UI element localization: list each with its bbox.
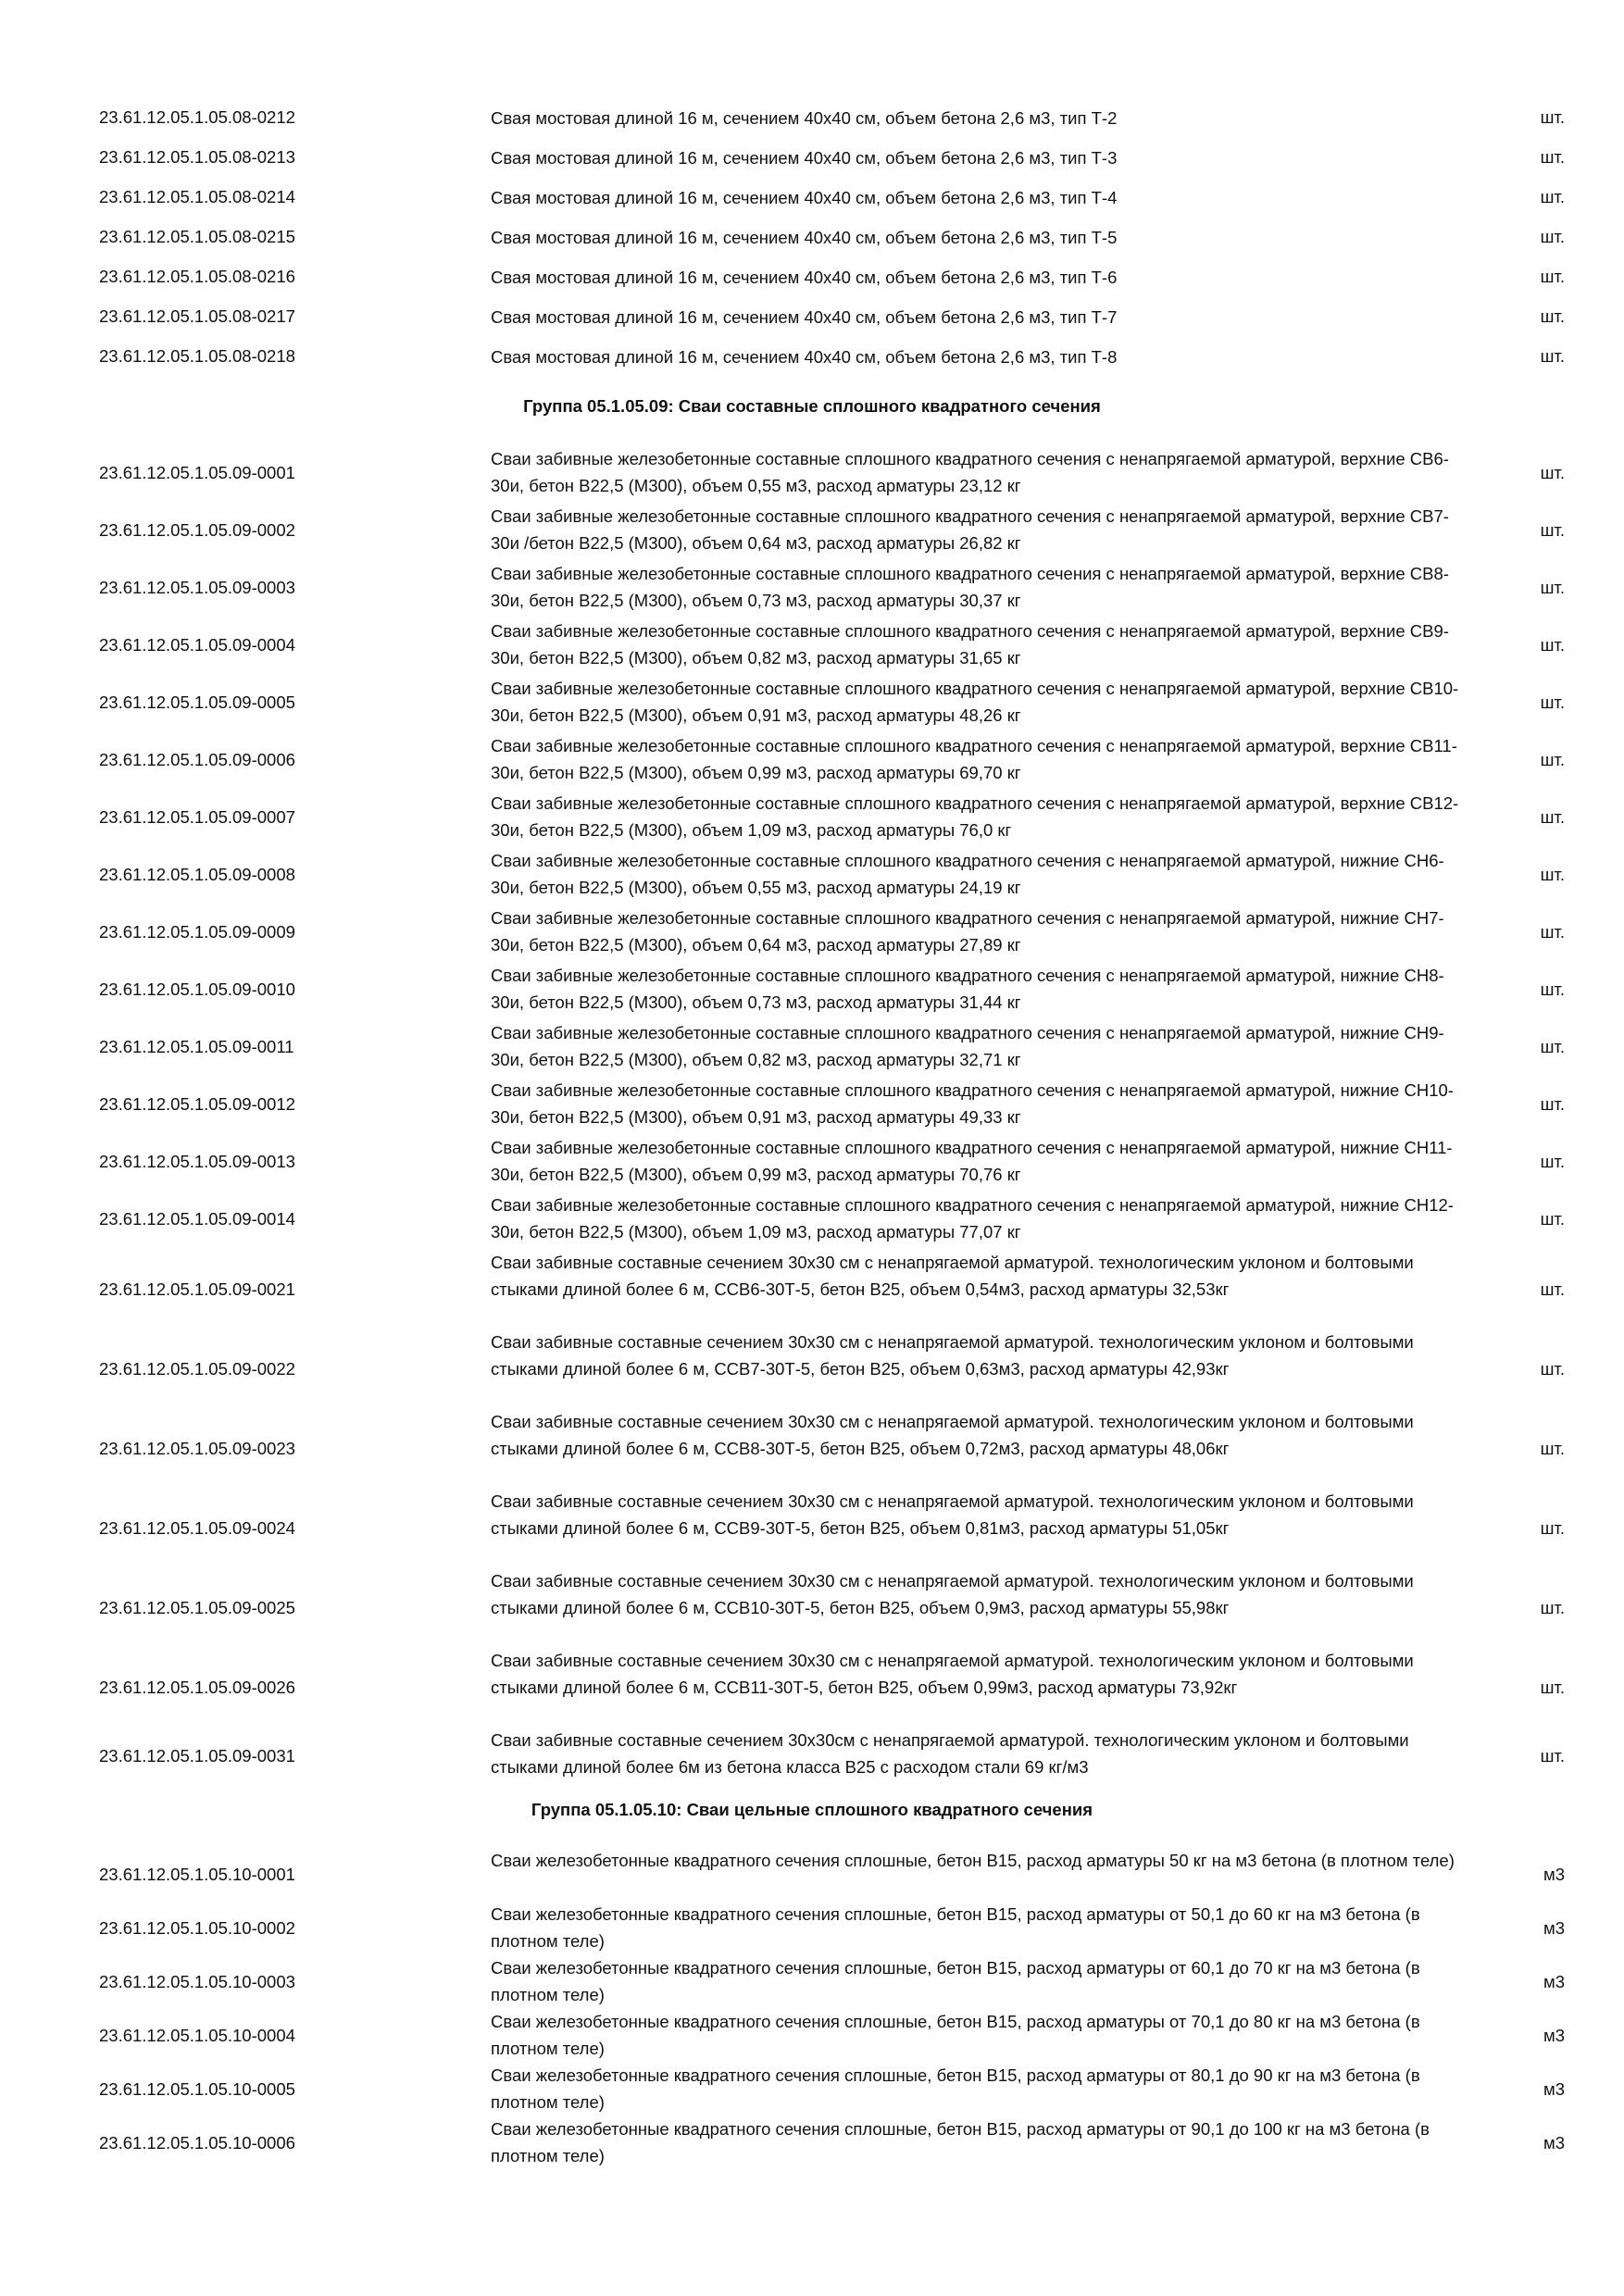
row-description: Сваи забивные железобетонные составные сплошного квадратного сечения с ненапрягаемой арматурой, верхние СВ11-30и, бетон В22,5 (М300), объем 0,99 м3, расход арматуры 69,70 кг	[491, 736, 1457, 782]
table-row	[0, 618, 1624, 672]
row-unit: шт.	[1540, 1746, 1565, 1766]
row-code: 23.61.12.05.1.05.10-0001	[99, 1865, 295, 1884]
row-code: 23.61.12.05.1.05.09-0011	[99, 1037, 294, 1056]
row-unit: шт.	[1540, 865, 1565, 884]
row-unit: шт.	[1540, 107, 1565, 127]
row-description: Сваи забивные железобетонные составные сплошного квадратного сечения с ненапрягаемой арматурой, верхние СВ12-30и, бетон В22,5 (М300), объем 1,09 м3, расход арматуры 76,0 кг	[491, 793, 1459, 840]
row-unit: шт.	[1540, 1598, 1565, 1617]
row-code: 23.61.12.05.1.05.09-0022	[99, 1359, 295, 1379]
row-unit: шт.	[1540, 635, 1565, 655]
table-row	[0, 963, 1624, 1017]
row-description: Сваи забивные железобетонные составные сплошного квадратного сечения с ненапрягаемой арматурой, верхние СВ9-30и, бетон В22,5 (М300), объем 0,82 м3, расход арматуры 31,65 кг	[491, 621, 1449, 668]
row-unit: шт.	[1540, 147, 1565, 167]
row-unit: м3	[1543, 1918, 1565, 1938]
row-description: Сваи забивные составные сечением 30х30 см с ненапрягаемой арматурой. технологическим уклоном и болтовыми стыками длиной более 6 м, ССВ11-30Т-5, бетон В25, объем 0,99м3, расход арматуры 73,92кг	[491, 1651, 1414, 1697]
table-row	[0, 1648, 1624, 1728]
row-description: Свая мостовая длиной 16 м, сечением 40х40 см, объем бетона 2,6 м3, тип Т-4	[491, 188, 1118, 207]
row-code: 23.61.12.05.1.05.09-0026	[99, 1678, 295, 1697]
row-description: Сваи забивные железобетонные составные сплошного квадратного сечения с ненапрягаемой арматурой, нижние СН11-30и, бетон В22,5 (М300), объем 0,99 м3, расход арматуры 70,76 кг	[491, 1138, 1453, 1184]
row-description: Сваи железобетонные квадратного сечения сплошные, бетон В15, расход арматуры от 70,1 до 80 кг на м3 бетона (в плотном теле)	[491, 2012, 1420, 2058]
row-unit: шт.	[1540, 1094, 1565, 1114]
row-code: 23.61.12.05.1.05.09-0005	[99, 693, 295, 712]
row-unit: м3	[1543, 2026, 1565, 2045]
table-row	[0, 1078, 1624, 1131]
row-description: Сваи железобетонные квадратного сечения сплошные, бетон В15, расход арматуры от 90,1 до 100 кг на м3 бетона (в плотном теле)	[491, 2119, 1430, 2165]
row-description: Сваи забивные железобетонные составные сплошного квадратного сечения с ненапрягаемой арматурой, верхние СВ6-30и, бетон В22,5 (М300), объем 0,55 м3, расход арматуры 23,12 кг	[491, 449, 1449, 495]
row-description: Сваи забивные железобетонные составные сплошного квадратного сечения с ненапрягаемой арматурой, верхние СВ10-30и, бетон В22,5 (М300), объем 0,91 м3, расход арматуры 48,26 кг	[491, 679, 1459, 725]
row-description: Сваи забивные железобетонные составные сплошного квадратного сечения с ненапрягаемой арматурой, верхние СВ8-30и, бетон В22,5 (М300), объем 0,73 м3, расход арматуры 30,37 кг	[491, 564, 1449, 610]
row-unit: шт.	[1540, 807, 1565, 827]
row-unit: шт.	[1540, 267, 1565, 286]
row-description: Свая мостовая длиной 16 м, сечением 40х40 см, объем бетона 2,6 м3, тип Т-3	[491, 148, 1118, 168]
table-row	[0, 144, 1624, 173]
row-unit: м3	[1543, 1972, 1565, 1991]
table-row	[0, 343, 1624, 372]
table-row	[0, 446, 1624, 500]
row-unit: шт.	[1540, 1439, 1565, 1458]
row-code: 23.61.12.05.1.05.08-0217	[99, 306, 295, 326]
row-unit: шт.	[1540, 1037, 1565, 1056]
row-description: Сваи забивные железобетонные составные сплошного квадратного сечения с ненапрягаемой арматурой, нижние СН7-30и, бетон В22,5 (М300), объем 0,64 м3, расход арматуры 27,89 кг	[491, 908, 1444, 955]
row-description: Свая мостовая длиной 16 м, сечением 40х40 см, объем бетона 2,6 м3, тип Т-7	[491, 307, 1118, 327]
row-code: 23.61.12.05.1.05.09-0013	[99, 1152, 295, 1171]
row-code: 23.61.12.05.1.05.08-0216	[99, 267, 295, 286]
row-unit: шт.	[1540, 1152, 1565, 1171]
row-unit: шт.	[1540, 693, 1565, 712]
row-unit: шт.	[1540, 980, 1565, 999]
table-row	[0, 263, 1624, 293]
table-row	[0, 1902, 1624, 1955]
table-row	[0, 104, 1624, 133]
row-unit: шт.	[1540, 1678, 1565, 1697]
table-row	[0, 733, 1624, 787]
table-row	[0, 1728, 1624, 1781]
row-code: 23.61.12.05.1.05.09-0004	[99, 635, 295, 655]
row-unit: шт.	[1540, 520, 1565, 540]
table-row	[0, 183, 1624, 213]
row-code: 23.61.12.05.1.05.08-0214	[99, 187, 295, 206]
row-unit: м3	[1543, 2079, 1565, 2099]
row-code: 23.61.12.05.1.05.09-0021	[99, 1279, 295, 1299]
row-unit: шт.	[1540, 346, 1565, 366]
table-row	[0, 303, 1624, 332]
row-description: Сваи забивные составные сечением 30х30 см с ненапрягаемой арматурой. технологическим уклоном и болтовыми стыками длиной более 6 м, ССВ7-30Т-5, бетон В25, объем 0,63м3, расход арматуры 42,93кг	[491, 1332, 1414, 1379]
table-row	[0, 1135, 1624, 1189]
group-title: Группа 05.1.05.09: Сваи составные сплошного квадратного сечения	[523, 396, 1101, 416]
row-description: Сваи забивные составные сечением 30х30 см с ненапрягаемой арматурой. технологическим уклоном и болтовыми стыками длиной более 6 м, ССВ10-30Т-5, бетон В25, объем 0,9м3, расход арматуры 55,98кг	[491, 1571, 1414, 1617]
row-description: Сваи забивные составные сечением 30х30 см с ненапрягаемой арматурой. технологическим уклоном и болтовыми стыками длиной более 6 м, ССВ9-30Т-5, бетон В25, объем 0,81м3, расход арматуры 51,05кг	[491, 1491, 1414, 1538]
table-row	[0, 561, 1624, 615]
row-unit: шт.	[1540, 1359, 1565, 1379]
row-description: Сваи забивные составные сечением 30х30см с ненапрягаемой арматурой. технологическим уклоном и болтовыми стыками длиной более 6м из бетона класса В25 с расходом стали 69 кг/м3	[491, 1730, 1409, 1777]
row-code: 23.61.12.05.1.05.09-0014	[99, 1209, 295, 1229]
row-code: 23.61.12.05.1.05.09-0010	[99, 980, 295, 999]
row-description: Сваи железобетонные квадратного сечения сплошные, бетон В15, расход арматуры от 80,1 до 90 кг на м3 бетона (в плотном теле)	[491, 2065, 1420, 2112]
row-description: Сваи железобетонные квадратного сечения сплошные, бетон В15, расход арматуры от 50,1 до 60 кг на м3 бетона (в плотном теле)	[491, 1904, 1420, 1951]
row-code: 23.61.12.05.1.05.09-0012	[99, 1094, 295, 1114]
row-description: Сваи забивные железобетонные составные сплошного квадратного сечения с ненапрягаемой арматурой, нижние СН8-30и, бетон В22,5 (М300), объем 0,73 м3, расход арматуры 31,44 кг	[491, 966, 1444, 1012]
table-row	[0, 1568, 1624, 1648]
row-description: Свая мостовая длиной 16 м, сечением 40х40 см, объем бетона 2,6 м3, тип Т-2	[491, 108, 1118, 128]
table-row	[0, 1329, 1624, 1409]
row-description: Сваи железобетонные квадратного сечения сплошные, бетон В15, расход арматуры 50 кг на м3 бетона (в плотном теле)	[491, 1851, 1455, 1870]
row-description: Свая мостовая длиной 16 м, сечением 40х40 см, объем бетона 2,6 м3, тип Т-6	[491, 268, 1118, 287]
row-code: 23.61.12.05.1.05.09-0003	[99, 578, 295, 597]
row-code: 23.61.12.05.1.05.09-0031	[99, 1746, 295, 1766]
row-code: 23.61.12.05.1.05.09-0001	[99, 463, 295, 482]
row-unit: м3	[1543, 2133, 1565, 2152]
row-code: 23.61.12.05.1.05.10-0006	[99, 2133, 295, 2152]
table-row	[0, 1955, 1624, 2009]
table-row	[0, 905, 1624, 959]
row-code: 23.61.12.05.1.05.10-0005	[99, 2079, 295, 2099]
row-code: 23.61.12.05.1.05.08-0218	[99, 346, 295, 366]
row-code: 23.61.12.05.1.05.09-0024	[99, 1518, 295, 1538]
row-unit: шт.	[1540, 306, 1565, 326]
row-code: 23.61.12.05.1.05.10-0003	[99, 1972, 295, 1991]
row-code: 23.61.12.05.1.05.08-0213	[99, 147, 295, 167]
table-row	[0, 1250, 1624, 1329]
row-code: 23.61.12.05.1.05.09-0006	[99, 750, 295, 769]
table-row	[0, 1489, 1624, 1568]
table-row	[0, 504, 1624, 557]
row-description: Свая мостовая длиной 16 м, сечением 40х40 см, объем бетона 2,6 м3, тип Т-8	[491, 347, 1118, 367]
row-unit: шт.	[1540, 1209, 1565, 1229]
row-description: Сваи железобетонные квадратного сечения сплошные, бетон В15, расход арматуры от 60,1 до 70 кг на м3 бетона (в плотном теле)	[491, 1958, 1420, 2004]
row-unit: шт.	[1540, 922, 1565, 942]
row-description: Сваи забивные железобетонные составные сплошного квадратного сечения с ненапрягаемой арматурой, нижние СН12-30и, бетон В22,5 (М300), объем 1,09 м3, расход арматуры 77,07 кг	[491, 1195, 1454, 1242]
row-code: 23.61.12.05.1.05.09-0023	[99, 1439, 295, 1458]
row-unit: м3	[1543, 1865, 1565, 1884]
row-code: 23.61.12.05.1.05.09-0008	[99, 865, 295, 884]
row-unit: шт.	[1540, 227, 1565, 246]
row-unit: шт.	[1540, 463, 1565, 482]
row-unit: шт.	[1540, 750, 1565, 769]
group-header	[0, 396, 1624, 426]
table-row	[0, 1020, 1624, 1074]
table-row	[0, 1848, 1624, 1902]
row-unit: шт.	[1540, 578, 1565, 597]
row-code: 23.61.12.05.1.05.09-0007	[99, 807, 295, 827]
row-code: 23.61.12.05.1.05.09-0025	[99, 1598, 295, 1617]
row-code: 23.61.12.05.1.05.08-0212	[99, 107, 295, 127]
row-description: Сваи забивные железобетонные составные сплошного квадратного сечения с ненапрягаемой арматурой, нижние СН9-30и, бетон В22,5 (М300), объем 0,82 м3, расход арматуры 32,71 кг	[491, 1023, 1444, 1069]
row-unit: шт.	[1540, 1279, 1565, 1299]
group-header	[0, 1800, 1624, 1829]
row-code: 23.61.12.05.1.05.09-0002	[99, 520, 295, 540]
table-row	[0, 2009, 1624, 2063]
table-row	[0, 223, 1624, 253]
table-row	[0, 1192, 1624, 1246]
row-unit: шт.	[1540, 1518, 1565, 1538]
row-description: Сваи забивные составные сечением 30х30 см с ненапрягаемой арматурой. технологическим уклоном и болтовыми стыками длиной более 6 м, ССВ8-30Т-5, бетон В25, объем 0,72м3, расход арматуры 48,06кг	[491, 1412, 1414, 1458]
row-code: 23.61.12.05.1.05.09-0009	[99, 922, 295, 942]
row-description: Сваи забивные железобетонные составные сплошного квадратного сечения с ненапрягаемой арматурой, верхние СВ7-30и /бетон В22,5 (М300), объем 0,64 м3, расход арматуры 26,82 кг	[491, 506, 1449, 553]
group-title: Группа 05.1.05.10: Сваи цельные сплошного квадратного сечения	[531, 1800, 1093, 1819]
row-description: Сваи забивные железобетонные составные сплошного квадратного сечения с ненапрягаемой арматурой, нижние СН6-30и, бетон В22,5 (М300), объем 0,55 м3, расход арматуры 24,19 кг	[491, 851, 1444, 897]
table-row	[0, 676, 1624, 730]
table-row	[0, 2116, 1624, 2170]
table-row	[0, 848, 1624, 902]
table-row	[0, 791, 1624, 844]
row-description: Свая мостовая длиной 16 м, сечением 40х40 см, объем бетона 2,6 м3, тип Т-5	[491, 228, 1118, 247]
row-unit: шт.	[1540, 187, 1565, 206]
row-description: Сваи забивные железобетонные составные сплошного квадратного сечения с ненапрягаемой арматурой, нижние СН10-30и, бетон В22,5 (М300), объем 0,91 м3, расход арматуры 49,33 кг	[491, 1080, 1454, 1127]
table-row	[0, 2063, 1624, 2116]
row-code: 23.61.12.05.1.05.10-0004	[99, 2026, 295, 2045]
row-description: Сваи забивные составные сечением 30х30 см с ненапрягаемой арматурой. технологическим уклоном и болтовыми стыками длиной более 6 м, ССВ6-30Т-5, бетон В25, объем 0,54м3, расход арматуры 32,53кг	[491, 1253, 1414, 1299]
row-code: 23.61.12.05.1.05.10-0002	[99, 1918, 295, 1938]
table-row	[0, 1409, 1624, 1489]
row-code: 23.61.12.05.1.05.08-0215	[99, 227, 295, 246]
